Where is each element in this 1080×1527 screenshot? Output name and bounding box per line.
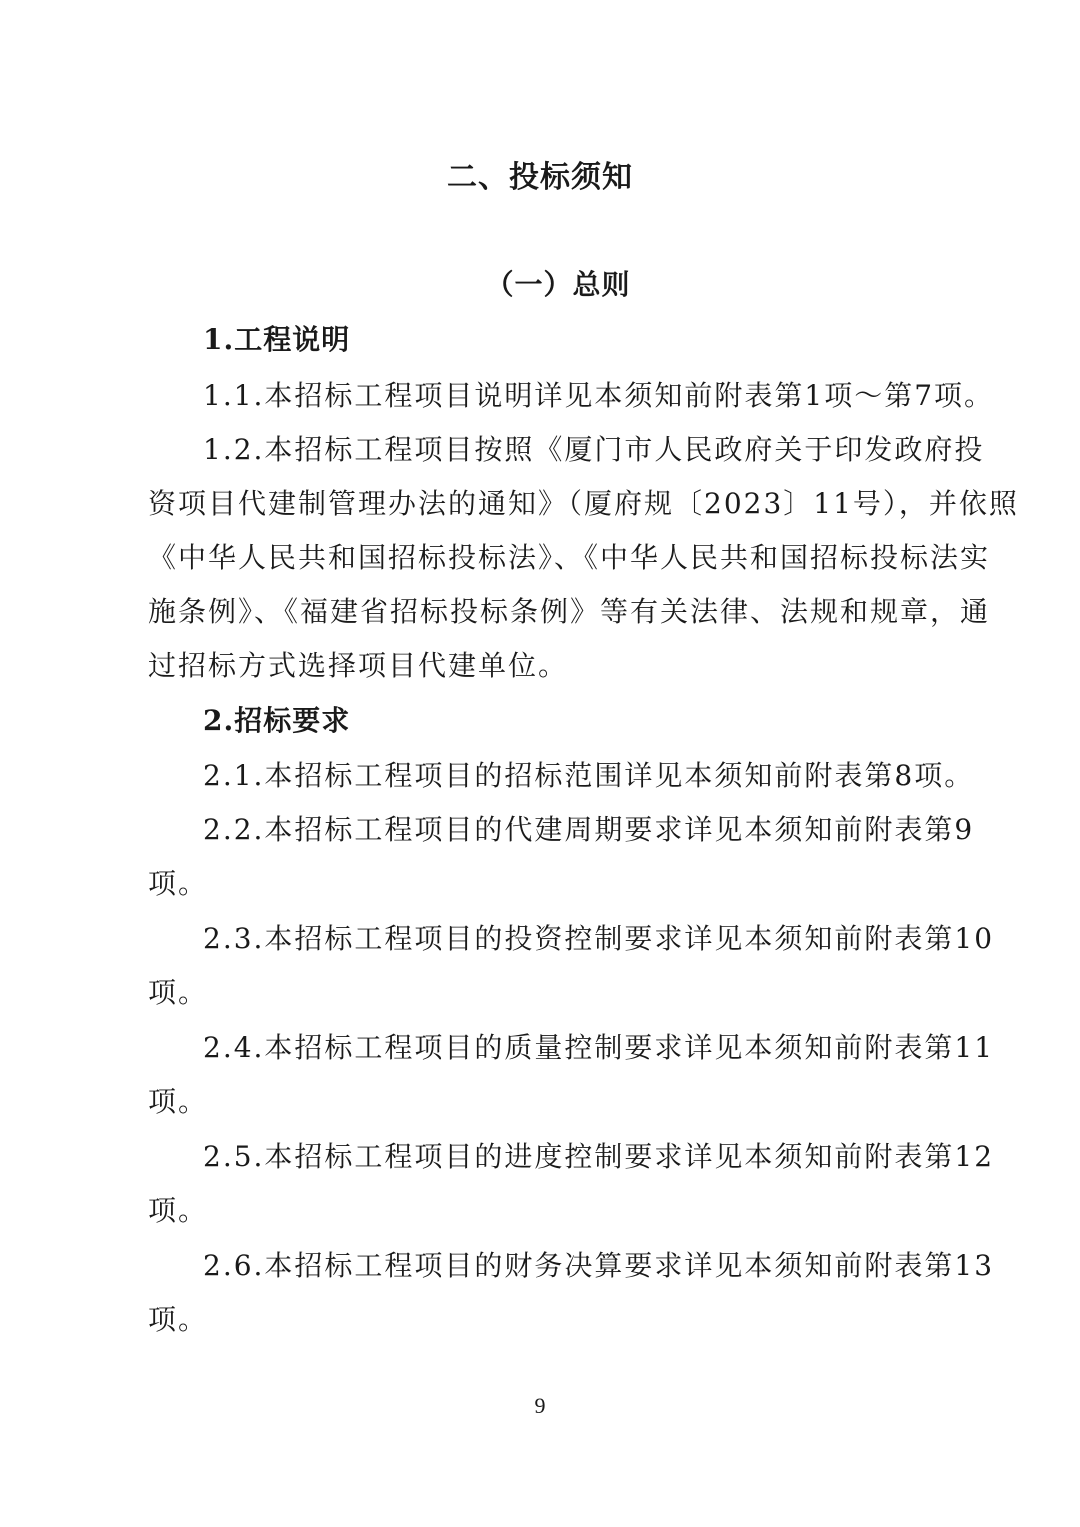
paragraph-1-1: 1.1.本招标工程项目说明详见本须知前附表第1项～第7项。: [203, 379, 995, 412]
paragraph-2-5-line-1: 2.5.本招标工程项目的进度控制要求详见本须知前附表第12: [203, 1140, 995, 1173]
paragraph-2-3-line-2: 项。: [148, 976, 209, 1009]
paragraph-1-2-line-1: 1.2.本招标工程项目按照《厦门市人民政府关于印发政府投: [203, 433, 985, 466]
paragraph-2-4-line-1: 2.4.本招标工程项目的质量控制要求详见本须知前附表第11: [203, 1031, 995, 1064]
paragraph-2-5-line-2: 项。: [148, 1194, 209, 1227]
paragraph-2-4-line-2: 项。: [148, 1085, 209, 1118]
paragraph-1-2-line-2: 资项目代建制管理办法的通知》（厦府规〔2023〕11号），并依照: [148, 487, 1019, 520]
paragraph-2-6-line-1: 2.6.本招标工程项目的财务决算要求详见本须知前附表第13: [203, 1249, 995, 1282]
paragraph-1-2-line-5: 过招标方式选择项目代建单位。: [148, 649, 569, 682]
page-title: 二、投标须知: [447, 160, 633, 195]
heading-engineering-description: 1.工程说明: [203, 323, 351, 356]
section-title: （一）总则: [485, 268, 631, 301]
paragraph-2-2-line-1: 2.2.本招标工程项目的代建周期要求详见本须知前附表第9: [203, 813, 975, 846]
paragraph-2-1: 2.1.本招标工程项目的招标范围详见本须知前附表第8项。: [203, 759, 975, 792]
heading-tender-requirements: 2.招标要求: [203, 704, 351, 737]
paragraph-2-3-line-1: 2.3.本招标工程项目的投资控制要求详见本须知前附表第10: [203, 922, 995, 955]
page-number: 9: [534, 1393, 546, 1418]
paragraph-2-2-line-2: 项。: [148, 867, 209, 900]
paragraph-1-2-line-4: 施条例》、《福建省招标投标条例》等有关法律、法规和规章，通: [148, 595, 991, 628]
paragraph-2-6-line-2: 项。: [148, 1303, 209, 1336]
paragraph-1-2-line-3: 《中华人民共和国招标投标法》、《中华人民共和国招标投标法实: [148, 541, 991, 574]
